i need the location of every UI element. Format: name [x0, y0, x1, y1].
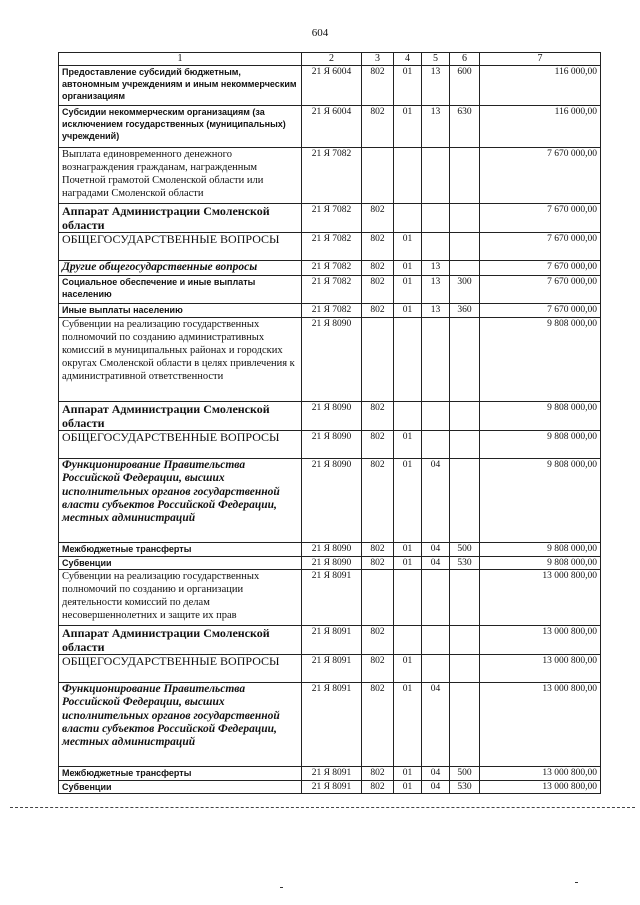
target-code-cell: 21 Я 8090 — [302, 318, 362, 402]
column-header: 4 — [394, 53, 422, 66]
section-code-cell — [394, 148, 422, 204]
amount-cell: 13 000 800,00 — [480, 767, 601, 781]
table-row — [59, 683, 601, 767]
target-code-cell: 21 Я 7082 — [302, 276, 362, 304]
subsection-code-cell: 13 — [422, 276, 450, 304]
amount-cell: 13 000 800,00 — [480, 626, 601, 655]
section-code-cell — [394, 626, 422, 655]
ministry-code-cell: 802 — [362, 431, 394, 459]
table-row — [59, 767, 601, 781]
subsection-code-cell: 04 — [422, 683, 450, 767]
ministry-code-cell: 802 — [362, 402, 394, 431]
subsection-code-cell: 04 — [422, 767, 450, 781]
section-code-cell — [394, 318, 422, 402]
item-name-cell: Межбюджетные трансферты — [59, 543, 302, 557]
amount-cell: 9 808 000,00 — [480, 431, 601, 459]
table-row — [59, 304, 601, 318]
scan-speck — [280, 887, 283, 888]
section-code-cell: 01 — [394, 557, 422, 570]
target-code-cell: 21 Я 8091 — [302, 655, 362, 683]
table-row — [59, 781, 601, 794]
table-row — [59, 148, 601, 204]
expense-type-cell: 500 — [450, 767, 480, 781]
ministry-code-cell: 802 — [362, 543, 394, 557]
ministry-code-cell: 802 — [362, 66, 394, 106]
budget-table — [58, 52, 601, 794]
subsection-code-cell: 13 — [422, 66, 450, 106]
section-code-cell: 01 — [394, 66, 422, 106]
section-code-cell: 01 — [394, 276, 422, 304]
target-code-cell: 21 Я 8091 — [302, 626, 362, 655]
table-row — [59, 106, 601, 148]
page-number: 604 — [311, 27, 329, 39]
table-row — [59, 557, 601, 570]
ministry-code-cell: 802 — [362, 767, 394, 781]
item-name-cell: Субвенции — [59, 781, 302, 794]
subsection-code-cell: 04 — [422, 781, 450, 794]
table-row — [59, 459, 601, 543]
amount-cell: 9 808 000,00 — [480, 557, 601, 570]
target-code-cell: 21 Я 7082 — [302, 204, 362, 233]
expense-type-cell — [450, 261, 480, 276]
expense-type-cell — [450, 683, 480, 767]
section-code-cell: 01 — [394, 781, 422, 794]
amount-cell: 13 000 800,00 — [480, 655, 601, 683]
expense-type-cell — [450, 318, 480, 402]
scan-speck — [575, 882, 578, 883]
column-header: 6 — [450, 53, 480, 66]
ministry-code-cell: 802 — [362, 276, 394, 304]
column-header: 5 — [422, 53, 450, 66]
expense-type-cell — [450, 431, 480, 459]
target-code-cell: 21 Я 8091 — [302, 683, 362, 767]
subsection-code-cell: 04 — [422, 557, 450, 570]
subsection-code-cell: 13 — [422, 261, 450, 276]
table-row — [59, 431, 601, 459]
column-header: 3 — [362, 53, 394, 66]
target-code-cell: 21 Я 6004 — [302, 66, 362, 106]
amount-cell: 13 000 800,00 — [480, 781, 601, 794]
ministry-code-cell: 802 — [362, 459, 394, 543]
item-name-cell: Межбюджетные трансферты — [59, 767, 302, 781]
table-row — [59, 570, 601, 626]
target-code-cell: 21 Я 8090 — [302, 402, 362, 431]
item-name-cell: ОБЩЕГОСУДАРСТВЕННЫЕ ВОПРОСЫ — [59, 431, 302, 459]
section-code-cell: 01 — [394, 767, 422, 781]
subsection-code-cell — [422, 148, 450, 204]
target-code-cell: 21 Я 8090 — [302, 431, 362, 459]
amount-cell: 7 670 000,00 — [480, 261, 601, 276]
subsection-code-cell — [422, 431, 450, 459]
target-code-cell: 21 Я 7082 — [302, 148, 362, 204]
item-name-cell: Социальное обеспечение и иные выплаты населению — [59, 276, 302, 304]
amount-cell: 9 808 000,00 — [480, 543, 601, 557]
table-row — [59, 626, 601, 655]
subsection-code-cell: 04 — [422, 543, 450, 557]
table-row — [59, 318, 601, 402]
amount-cell: 116 000,00 — [480, 106, 601, 148]
target-code-cell: 21 Я 8090 — [302, 459, 362, 543]
expense-type-cell — [450, 233, 480, 261]
ministry-code-cell — [362, 318, 394, 402]
target-code-cell: 21 Я 7082 — [302, 261, 362, 276]
section-code-cell: 01 — [394, 233, 422, 261]
ministry-code-cell: 802 — [362, 781, 394, 794]
item-name-cell: Функционирование Правительства Российской Федерации, высших исполнительных органов государственной власти субъектов Российской Федерации, местных администраций — [59, 683, 302, 767]
expense-type-cell — [450, 626, 480, 655]
item-name-cell: Иные выплаты населению — [59, 304, 302, 318]
section-code-cell — [394, 570, 422, 626]
ministry-code-cell: 802 — [362, 233, 394, 261]
amount-cell: 13 000 800,00 — [480, 683, 601, 767]
item-name-cell: Другие общегосударственные вопросы — [59, 261, 302, 276]
target-code-cell: 21 Я 8090 — [302, 543, 362, 557]
item-name-cell: Субвенции на реализацию государственных полномочий по созданию и организации деятельности комиссий по делам несовершеннолетних и защите их прав — [59, 570, 302, 626]
ministry-code-cell: 802 — [362, 626, 394, 655]
expense-type-cell: 530 — [450, 557, 480, 570]
target-code-cell: 21 Я 8091 — [302, 781, 362, 794]
table-row — [59, 276, 601, 304]
subsection-code-cell — [422, 233, 450, 261]
amount-cell: 116 000,00 — [480, 66, 601, 106]
amount-cell: 7 670 000,00 — [480, 204, 601, 233]
column-header: 2 — [302, 53, 362, 66]
item-name-cell: Аппарат Администрации Смоленской области — [59, 626, 302, 655]
table-row — [59, 402, 601, 431]
target-code-cell: 21 Я 7082 — [302, 233, 362, 261]
expense-type-cell — [450, 570, 480, 626]
amount-cell: 9 808 000,00 — [480, 318, 601, 402]
header-row — [59, 53, 601, 66]
section-code-cell: 01 — [394, 655, 422, 683]
expense-type-cell: 300 — [450, 276, 480, 304]
ministry-code-cell: 802 — [362, 204, 394, 233]
item-name-cell: Предоставление субсидий бюджетным, автономным учреждениям и иным некоммерческим организациям — [59, 66, 302, 106]
amount-cell: 7 670 000,00 — [480, 148, 601, 204]
section-code-cell: 01 — [394, 459, 422, 543]
item-name-cell: Выплата единовременного денежного вознаграждения гражданам, награжденным Почетной грамотой Смоленской области или наградами Смоленской области — [59, 148, 302, 204]
section-code-cell: 01 — [394, 431, 422, 459]
ministry-code-cell — [362, 148, 394, 204]
section-code-cell: 01 — [394, 683, 422, 767]
item-name-cell: Субвенции — [59, 557, 302, 570]
item-name-cell: Субсидии некоммерческим организациям (за исключением государственных (муниципальных) учреждений) — [59, 106, 302, 148]
subsection-code-cell — [422, 318, 450, 402]
ministry-code-cell: 802 — [362, 683, 394, 767]
ministry-code-cell: 802 — [362, 655, 394, 683]
amount-cell: 9 808 000,00 — [480, 402, 601, 431]
target-code-cell: 21 Я 8090 — [302, 557, 362, 570]
subsection-code-cell — [422, 655, 450, 683]
subsection-code-cell: 13 — [422, 304, 450, 318]
section-code-cell: 01 — [394, 106, 422, 148]
column-header: 7 — [480, 53, 601, 66]
section-code-cell — [394, 204, 422, 233]
table-row — [59, 655, 601, 683]
section-code-cell: 01 — [394, 543, 422, 557]
target-code-cell: 21 Я 7082 — [302, 304, 362, 318]
item-name-cell: Функционирование Правительства Российской Федерации, высших исполнительных органов государственной власти субъектов Российской Федерации, местных администраций — [59, 459, 302, 543]
ministry-code-cell: 802 — [362, 557, 394, 570]
table-row — [59, 204, 601, 233]
subsection-code-cell: 13 — [422, 106, 450, 148]
expense-type-cell — [450, 148, 480, 204]
expense-type-cell — [450, 204, 480, 233]
item-name-cell: Аппарат Администрации Смоленской области — [59, 402, 302, 431]
expense-type-cell: 600 — [450, 66, 480, 106]
column-header: 1 — [59, 53, 302, 66]
expense-type-cell: 360 — [450, 304, 480, 318]
ministry-code-cell — [362, 570, 394, 626]
item-name-cell: Субвенции на реализацию государственных полномочий по созданию административных комиссий в муниципальных районах и городских округах Смоленской области в целях привлечения к административной ответственности — [59, 318, 302, 402]
subsection-code-cell — [422, 402, 450, 431]
amount-cell: 13 000 800,00 — [480, 570, 601, 626]
section-code-cell — [394, 402, 422, 431]
subsection-code-cell: 04 — [422, 459, 450, 543]
item-name-cell: Аппарат Администрации Смоленской области — [59, 204, 302, 233]
target-code-cell: 21 Я 8091 — [302, 570, 362, 626]
section-code-cell: 01 — [394, 261, 422, 276]
amount-cell: 7 670 000,00 — [480, 276, 601, 304]
expense-type-cell — [450, 402, 480, 431]
expense-type-cell: 530 — [450, 781, 480, 794]
expense-type-cell: 630 — [450, 106, 480, 148]
subsection-code-cell — [422, 626, 450, 655]
ministry-code-cell: 802 — [362, 304, 394, 318]
table-row — [59, 261, 601, 276]
expense-type-cell — [450, 459, 480, 543]
table-row — [59, 543, 601, 557]
item-name-cell: ОБЩЕГОСУДАРСТВЕННЫЕ ВОПРОСЫ — [59, 233, 302, 261]
amount-cell: 7 670 000,00 — [480, 304, 601, 318]
target-code-cell: 21 Я 6004 — [302, 106, 362, 148]
subsection-code-cell — [422, 204, 450, 233]
subsection-code-cell — [422, 570, 450, 626]
ministry-code-cell: 802 — [362, 261, 394, 276]
expense-type-cell: 500 — [450, 543, 480, 557]
amount-cell: 9 808 000,00 — [480, 459, 601, 543]
page-cut-line — [10, 807, 635, 808]
table-row — [59, 66, 601, 106]
expense-type-cell — [450, 655, 480, 683]
table-row — [59, 233, 601, 261]
item-name-cell: ОБЩЕГОСУДАРСТВЕННЫЕ ВОПРОСЫ — [59, 655, 302, 683]
ministry-code-cell: 802 — [362, 106, 394, 148]
section-code-cell: 01 — [394, 304, 422, 318]
target-code-cell: 21 Я 8091 — [302, 767, 362, 781]
amount-cell: 7 670 000,00 — [480, 233, 601, 261]
